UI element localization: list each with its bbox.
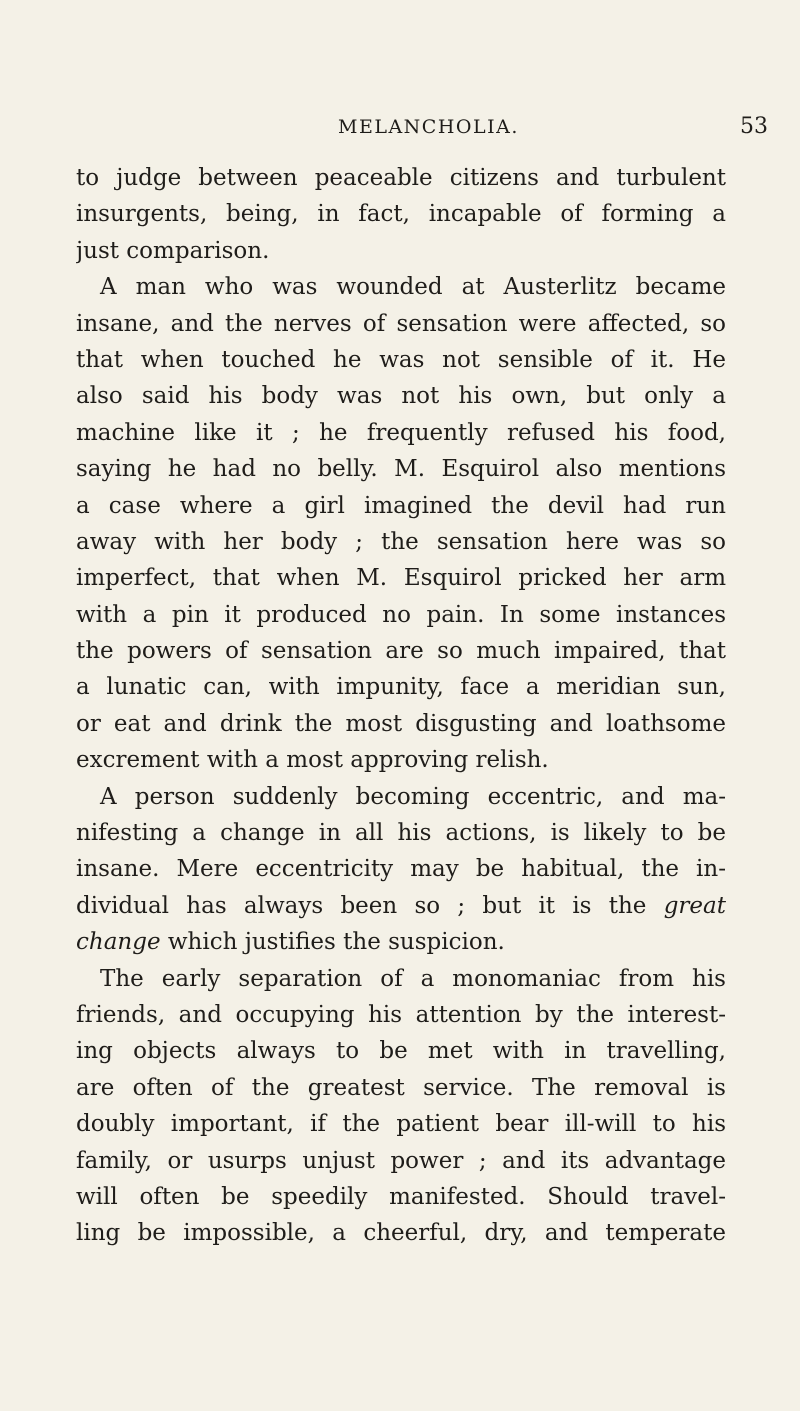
text-line: nifesting a change in all his actions, is likely to be — [76, 820, 726, 847]
text-line: a case where a girl imagined the devil had run — [76, 492, 726, 519]
text-line: that when touched he was not sensible of it. He — [76, 346, 726, 373]
text-line: friends, and occupying his attention by the interest- — [76, 1001, 726, 1028]
text-line: with a pin it produced no pain. In some instances — [76, 601, 726, 628]
text-line: doubly important, if the patient bear ill-will to his — [76, 1111, 726, 1138]
text-line: ing objects always to be met with in travelling, — [76, 1038, 726, 1065]
text-line: are often of the greatest service. The removal is — [76, 1074, 726, 1101]
text-line-with-emphasis — [76, 924, 726, 960]
emphasis-text: change — [76, 929, 161, 956]
text-line: excrement with a most approving relish. — [76, 747, 549, 774]
text-line: also said his body was not his own, but only a — [76, 383, 726, 410]
running-title: MELANCHOLIA. — [338, 116, 519, 138]
text-line: saying he had no belly. M. Esquirol also mentions — [76, 456, 726, 483]
text-line: insane, and the nerves of sensation were affected, so — [76, 310, 726, 337]
text-segment: dividual has always been so ; but it is the — [76, 892, 647, 919]
text-line: A person suddenly becoming eccentric, and ma- — [100, 783, 726, 810]
text-line: away with her body ; the sensation here was so — [76, 528, 726, 555]
text-line: or eat and drink the most disgusting and loathsome — [76, 710, 726, 737]
text-line: ling be impossible, a cheerful, dry, and temperate — [76, 1220, 726, 1247]
page-number: 53 — [740, 114, 768, 139]
text-line: The early separation of a monomaniac from his — [100, 965, 726, 992]
text-line: insane. Mere eccentricity may be habitual, the in- — [76, 856, 726, 883]
emphasis-text: great — [663, 892, 726, 919]
body-text — [76, 160, 726, 1252]
text-line: insurgents, being, in fact, incapable of forming a — [76, 201, 726, 228]
text-line-with-emphasis — [76, 888, 726, 924]
text-line: family, or usurps unjust power ; and its advantage — [76, 1147, 726, 1174]
text-segment: which justifies the suspicion. — [167, 929, 505, 956]
text-line: will often be speedily manifested. Should travel- — [76, 1183, 726, 1210]
text-line: imperfect, that when M. Esquirol pricked her arm — [76, 565, 726, 592]
text-line: A man who was wounded at Austerlitz became — [100, 274, 726, 301]
text-line: a lunatic can, with impunity, face a meridian sun, — [76, 674, 726, 701]
text-line: to judge between peaceable citizens and turbulent — [76, 165, 726, 191]
running-head — [0, 112, 800, 142]
text-line: just comparison. — [76, 237, 270, 264]
text-line: machine like it ; he frequently refused his food, — [76, 419, 726, 446]
text-line: the powers of sensation are so much impaired, that — [76, 638, 726, 665]
